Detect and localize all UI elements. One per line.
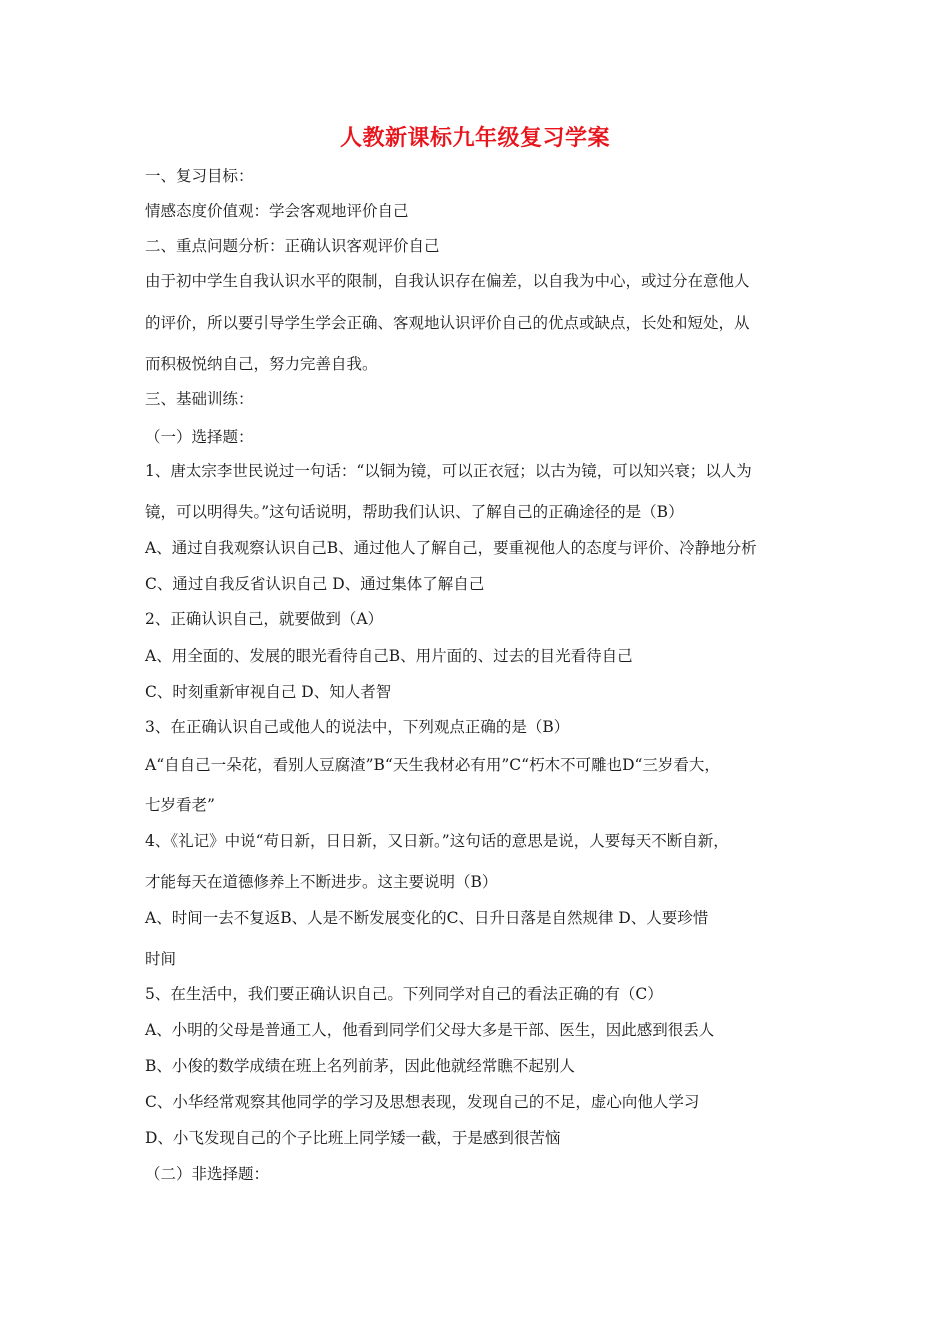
- text-line: C、小华经常观察其他同学的学习及思想表现，发现自己的不足，虚心向他人学习: [145, 1093, 700, 1111]
- text-line: B、小俊的数学成绩在班上名列前茅，因此他就经常瞧不起别人: [145, 1057, 575, 1075]
- text-line: 时间: [145, 950, 177, 968]
- text-line: （一）选择题：: [145, 428, 254, 446]
- text-line: 2、正确认识自己，就要做到（A）: [145, 610, 384, 628]
- text-line: 七岁看老”: [145, 796, 215, 814]
- text-line: 一、复习目标：: [145, 167, 254, 185]
- document-title: 人教新课标九年级复习学案: [339, 126, 610, 151]
- text-line: C、时刻重新审视自己 D、知人者智: [145, 683, 392, 701]
- text-line: 二、重点问题分析：正确认识客观评价自己: [145, 237, 440, 255]
- text-line: 1、唐太宗李世民说过一句话：“以铜为镜，可以正衣冠；以古为镜，可以知兴衰；以人为: [145, 462, 752, 480]
- text-line: 5、在生活中，我们要正确认识自己。下列同学对自己的看法正确的有（C）: [145, 985, 663, 1003]
- text-line: 镜，可以明得失。”这句话说明，帮助我们认识、了解自己的正确途径的是（B）: [145, 503, 684, 521]
- text-line: A、时间一去不复返B、人是不断发展变化的C、日升日落是自然规律 D、人要珍惜: [145, 909, 709, 927]
- text-line: D、小飞发现自己的个子比班上同学矮一截，于是感到很苦恼: [145, 1129, 561, 1147]
- text-line: 而积极悦纳自己，努力完善自我。: [145, 355, 378, 373]
- text-line: A、用全面的、发展的眼光看待自己B、用片面的、过去的目光看待自己: [145, 647, 633, 665]
- text-line: A、小明的父母是普通工人，他看到同学们父母大多是干部、医生，因此感到很丢人: [145, 1021, 715, 1039]
- text-line: 4、《礼记》中说“苟日新，日日新，又日新。”这句话的意思是说，人要每天不断自新，: [145, 832, 729, 850]
- text-line: 3、在正确认识自己或他人的说法中，下列观点正确的是（B）: [145, 718, 570, 736]
- text-line: 的评价，所以要引导学生学会正确、客观地认识评价自己的优点或缺点，长处和短处，从: [145, 314, 750, 332]
- text-line: 才能每天在道德修养上不断进步。这主要说明（B）: [145, 873, 498, 891]
- text-line: 情感态度价值观：学会客观地评价自己: [145, 202, 409, 220]
- text-line: （二）非选择题：: [145, 1165, 270, 1183]
- text-line: A“自自己一朵花，看别人豆腐渣”B“天生我材必有用”C“朽木不可雕也D“三岁看大，: [145, 756, 720, 774]
- text-line: 由于初中学生自我认识水平的限制，自我认识存在偏差，以自我为中心，或过分在意他人: [145, 272, 750, 290]
- text-line: 三、基础训练：: [145, 390, 254, 408]
- text-line: A、通过自我观察认识自己B、通过他人了解自己，要重视他人的态度与评价、冷静地分析: [145, 539, 757, 557]
- text-line: C、通过自我反省认识自己 D、通过集体了解自己: [145, 575, 485, 593]
